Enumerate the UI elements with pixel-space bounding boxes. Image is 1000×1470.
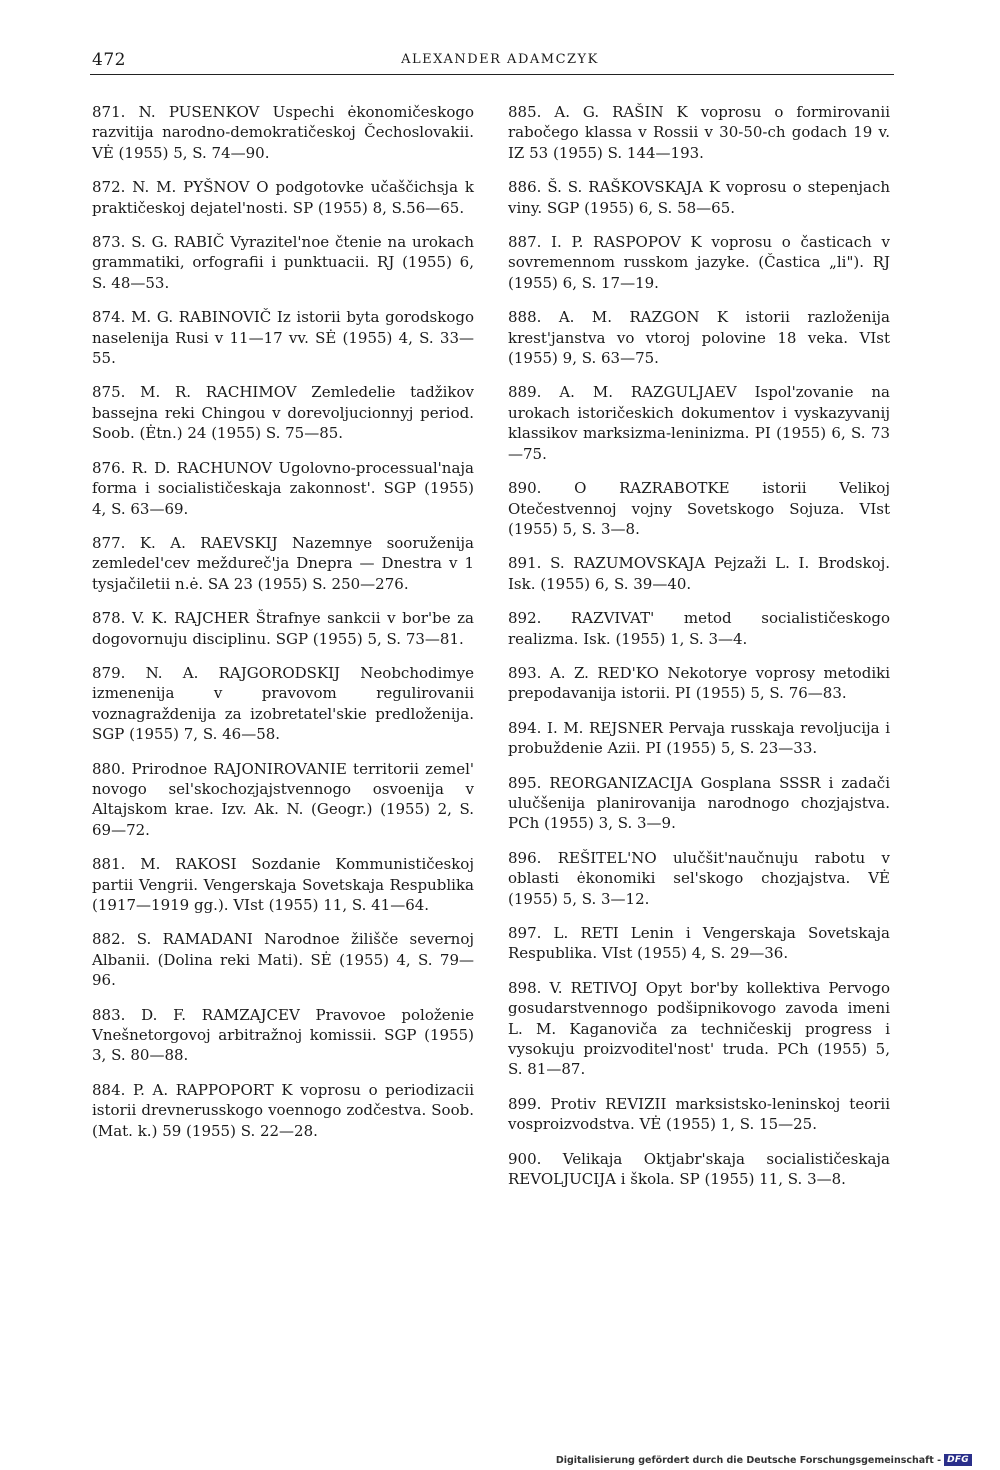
bibliography-entry: 882. S. RAMADANI Narodnoe žilišče severnoj Albanii. (Dolina reki Mati). SĖ (1955) 4, S. 79—96. <box>92 930 474 990</box>
bibliography-entry: 899. Protiv REVIZII marksistsko-leninskoj teorii vosproizvodstva. VĖ (1955) 1, S. 15—25. <box>508 1094 890 1134</box>
bibliography-entry: 871. N. PUSENKOV Uspechi ėkonomičeskogo razvitija narodno-demokratičeskoj Čechoslovakii. VĖ (1955) 5, S. 74—90. <box>92 103 474 162</box>
bibliography-entry: 898. V. RETIVOJ Opyt bor'by kollektiva Pervogo gosudarstvennogo podšipnikovogo zavoda imeni L. M. Kaganoviča za techničeskij progress i vysokuju proizvoditel'nost' truda. PCh (1955) 5, S. 81—87. <box>508 978 890 1079</box>
right-column <box>508 102 890 1203</box>
footer-text: Digitalisierung gefördert durch die Deutsche Forschungsgemeinschaft - <box>555 1454 942 1466</box>
header-rule <box>90 74 894 75</box>
bibliography-entry: 877. K. A. RAEVSKIJ Nazemnye sooruženija zemledel'cev meždureč'ja Dnepra — Dnestra v 1 tysjačiletii n.ė. SA 23 (1955) S. 250—276. <box>92 533 474 593</box>
bibliography-entry: 879. N. A. RAJGORODSKIJ Neobchodimye izmenenija v pravovom regulirovanii voznagraždenija za izobretatel'skie predloženija. SGP (1955) 7, S. 46—58. <box>92 663 474 744</box>
bibliography-entry: 900. Velikaja Oktjabr'skaja socialističeskaja REVOLJUCIJA i škola. SP (1955) 11, S. 3—8. <box>508 1149 890 1189</box>
bibliography-entry: 887. I. P. RASPOPOV K voprosu o časticach v sovremennom russkom jazyke. (Častica „li"). RJ (1955) 6, S. 17—19. <box>508 233 890 292</box>
bibliography-entry: 892. RAZVIVAT' metod socialističeskogo realizma. Isk. (1955) 1, S. 3—4. <box>508 609 890 648</box>
bibliography-entry: 875. M. R. RACHIMOV Zemledelie tadžikov bassejna reki Chingou v dorevoljucionnyj period. Soob. (Ėtn.) 24 (1955) S. 75—85. <box>92 383 474 443</box>
bibliography-entry: 890. O RAZRABOTKE istorii Velikoj Otečestvennoj vojny Sovetskogo Sojuza. VIst (1955) 5, S. 3—8. <box>508 479 890 538</box>
bibliography-entry: 881. M. RAKOSI Sozdanie Kommunističeskoj partii Vengrii. Vengerskaja Sovetskaja Respublika (1917—1919 gg.). VIst (1955) 11, S. 41—64. <box>92 855 474 914</box>
bibliography-entry: 885. A. G. RAŠIN K voprosu o formirovanii rabočego klassa v Rossii v 30-50-ch godach 19 v. IZ 53 (1955) S. 144—193. <box>508 103 890 162</box>
left-column <box>92 102 474 1155</box>
bibliography-entry: 874. M. G. RABINOVIČ Iz istorii byta gorodskogo naselenija Rusi v 11—17 vv. SĖ (1955) 4, S. 33—55. <box>92 308 474 368</box>
bibliography-entry: 873. S. G. RABIČ Vyrazitel'noe čtenie na urokach grammatiki, orfografii i punktuacii. RJ (1955) 6, S. 48—53. <box>92 233 474 292</box>
page-number: 472 <box>92 50 126 70</box>
running-head: ALEXANDER ADAMCZYK <box>401 52 599 67</box>
bibliography-entry: 878. V. K. RAJCHER Štrafnye sankcii v bor'be za dogovornuju disciplinu. SGP (1955) 5, S. 73—81. <box>92 609 474 648</box>
bibliography-entry: 888. A. M. RAZGON K istorii razloženija krest'janstva vo vtoroj polovine 18 veka. VIst (1955) 9, S. 63—75. <box>508 308 890 368</box>
bibliography-entry: 883. D. F. RAMZAJCEV Pravovoe položenie Vnešnetorgovoj arbitražnoj komissii. SGP (1955) 3, S. 80—88. <box>92 1005 474 1065</box>
bibliography-entry: 893. A. Z. RED'KO Nekotorye voprosy metodiki prepodavanija istorii. PI (1955) 5, S. 76—83. <box>508 663 890 703</box>
dfg-logo: DFG <box>944 1454 972 1466</box>
bibliography-entry: 884. P. A. RAPPOPORT K voprosu o periodizacii istorii drevnerusskogo voennogo zodčestva. Soob. (Mat. k.) 59 (1955) S. 22—28. <box>92 1080 474 1140</box>
bibliography-entry: 896. REŠITEL'NO ulučšit'naučnuju rabotu v oblasti ėkonomiki sel'skogo chozjajstva. VĖ (1955) 5, S. 3—12. <box>508 848 890 908</box>
bibliography-entry: 897. L. RETI Lenin i Vengerskaja Sovetskaja Respublika. VIst (1955) 4, S. 29—36. <box>508 924 890 963</box>
bibliography-entry: 880. Prirodnoe RAJONIROVANIE territorii zemel' novogo sel'skochozjajstvennogo osvoenija v Altajskom krae. Izv. Ak. N. (Geogr.) (1955) 2, S. 69—72. <box>92 759 474 839</box>
bibliography-entry: 894. I. M. REJSNER Pervaja russkaja revoljucija i probuždenie Azii. PI (1955) 5, S. 23—33. <box>508 718 890 758</box>
bibliography-entry: 886. Š. S. RAŠKOVSKAJA K voprosu o stepenjach viny. SGP (1955) 6, S. 58—65. <box>508 178 890 217</box>
bibliography-entry: 891. S. RAZUMOVSKAJA Pejzaži L. I. Brodskoj. Isk. (1955) 6, S. 39—40. <box>508 554 890 593</box>
bibliography-entry: 889. A. M. RAZGULJAEV Ispol'zovanie na urokach istoričeskich dokumentov i vyskazyvanij klassikov marksizma-leninizma. PI (1955) 6, S. 73—75. <box>508 383 890 463</box>
bibliography-entry: 876. R. D. RACHUNOV Ugolovno-processual'naja forma i socialističeskaja zakonnost'. SGP (1955) 4, S. 63—69. <box>92 458 474 518</box>
bibliography-entry: 895. REORGANIZACIJA Gosplana SSSR i zadači ulučšenija planirovanija narodnogo chozjajstva. PCh (1955) 3, S. 3—9. <box>508 773 890 833</box>
bibliography-entry: 872. N. M. PYŠNOV O podgotovke učaščichsja k praktičeskoj dejatel'nosti. SP (1955) 8, S.56—65. <box>92 178 474 217</box>
digitization-footer <box>556 1454 972 1466</box>
